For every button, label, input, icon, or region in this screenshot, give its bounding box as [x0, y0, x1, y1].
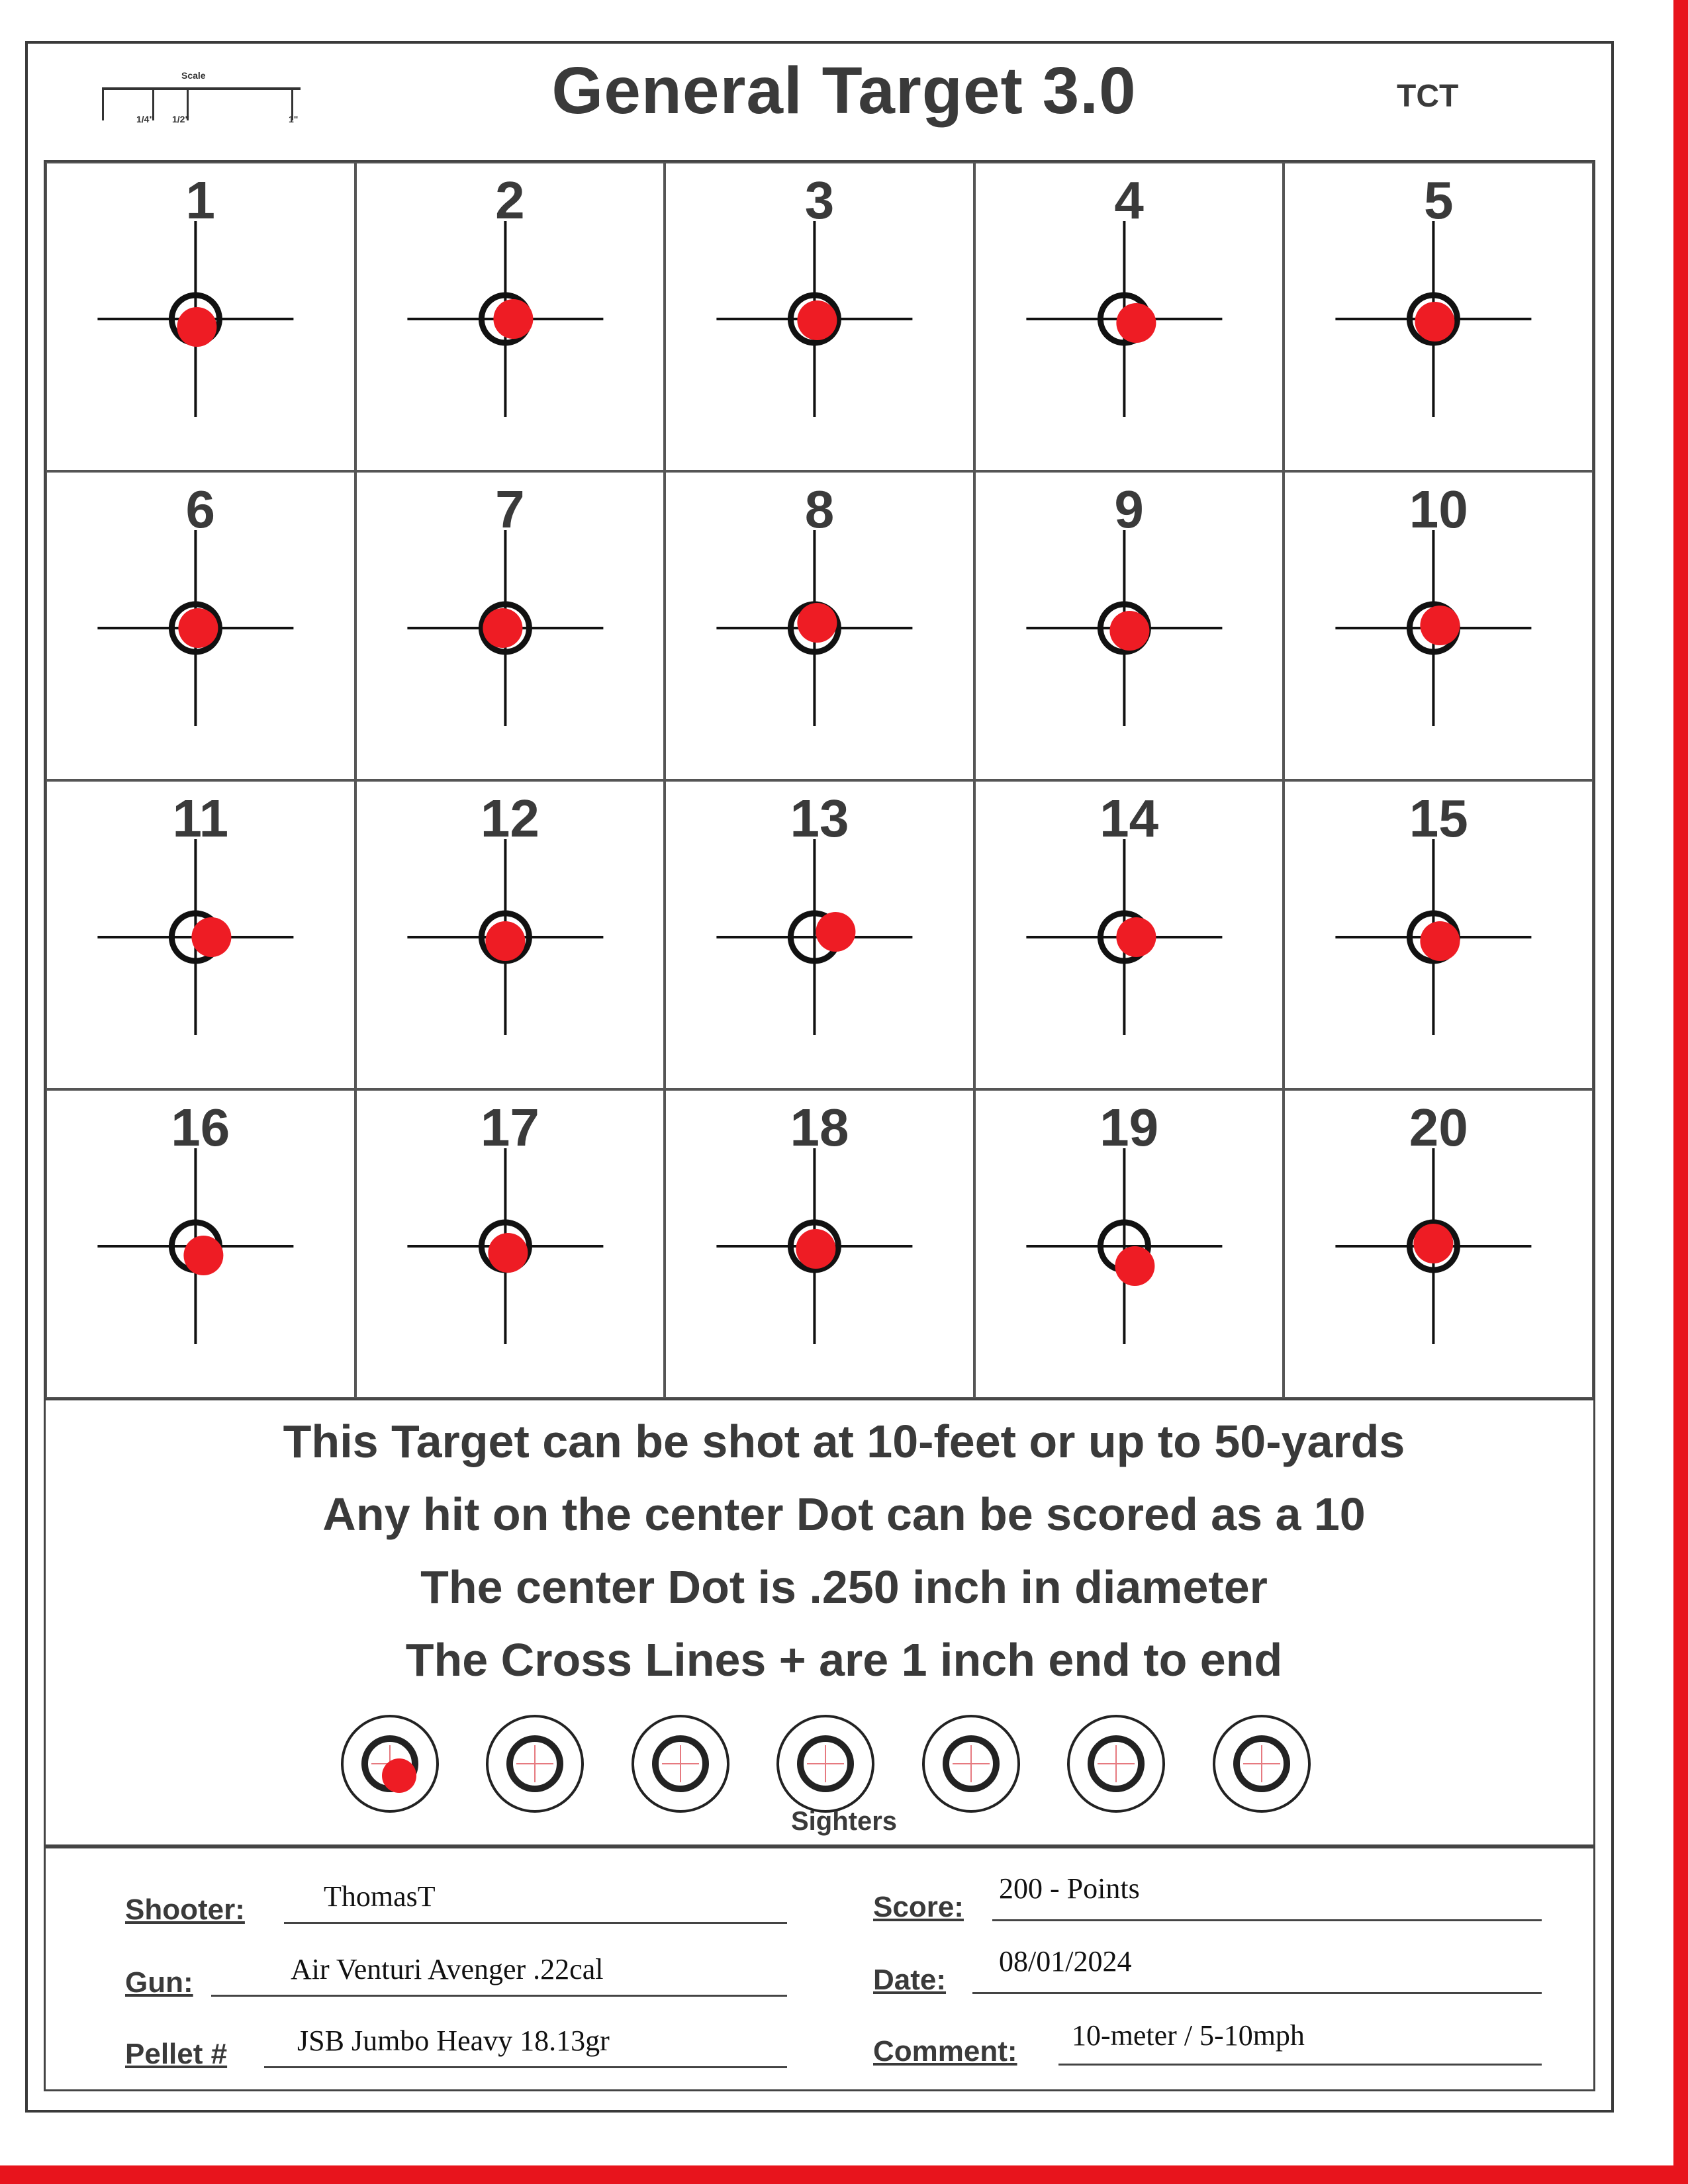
- target-number: 11: [172, 789, 229, 848]
- target-cell: [974, 162, 1284, 471]
- page-title: General Target 3.0: [551, 54, 1137, 128]
- target-number: 17: [480, 1098, 539, 1157]
- comment-value: 10-meter / 5-10mph: [1072, 2019, 1305, 2052]
- target-number: 1: [185, 171, 216, 230]
- scale-label-half: 1/2": [172, 114, 190, 124]
- pellet-hole: [1116, 917, 1156, 957]
- sighter-bull: [633, 1716, 728, 1811]
- score-field[interactable]: [873, 1872, 1542, 1925]
- target-cell: [1284, 1089, 1593, 1398]
- sighter-bull: [342, 1716, 438, 1811]
- comment-field[interactable]: [873, 2017, 1542, 2070]
- target-number: 10: [1409, 480, 1468, 539]
- instruction-line-1: This Target can be shot at 10-feet or up to 50-yards: [283, 1416, 1405, 1467]
- target-number: 16: [171, 1098, 230, 1157]
- pellet-hole: [488, 1233, 528, 1273]
- target-cell: [355, 162, 665, 471]
- crosshair-target: [1285, 782, 1595, 1092]
- crosshair-target: [357, 473, 667, 783]
- instruction-line-2: Any hit on the center Dot can be scored as a 10: [322, 1488, 1366, 1540]
- shooter-underline: [284, 1922, 787, 1924]
- target-cell: [665, 780, 974, 1089]
- crosshair-target: [976, 1091, 1286, 1401]
- brand-tag: TCT: [1397, 79, 1459, 114]
- red-edge-stripe-bottom: [0, 2165, 1688, 2184]
- pellet-hole: [178, 608, 218, 648]
- target-cell: [46, 780, 355, 1089]
- pellet-hole: [1109, 611, 1149, 651]
- date-label: Date:: [873, 1964, 947, 1996]
- date-field[interactable]: [873, 1945, 1542, 1998]
- target-number: 6: [185, 480, 216, 539]
- red-edge-stripe-right: [1673, 0, 1688, 2184]
- crosshair-target: [47, 473, 357, 783]
- gun-underline: [211, 1995, 787, 1997]
- pellet-field[interactable]: [125, 2019, 787, 2072]
- instruction-line-4: The Cross Lines + are 1 inch end to end: [405, 1634, 1283, 1686]
- target-number: 7: [495, 480, 525, 539]
- target-cell: [1284, 471, 1593, 780]
- crosshair-target: [47, 782, 357, 1092]
- pellet-hole: [1421, 921, 1460, 961]
- scale-label-quarter: 1/4": [136, 114, 154, 124]
- crosshair-target: [666, 782, 976, 1092]
- date-underline: [972, 1992, 1542, 1994]
- target-cell: [974, 471, 1284, 780]
- sighter-bull: [487, 1716, 583, 1811]
- pellet-hole: [177, 307, 216, 347]
- target-cell: [665, 162, 974, 471]
- sighter-bull: [1068, 1716, 1164, 1811]
- pellet-hole: [191, 917, 231, 957]
- target-grid: [44, 160, 1595, 1400]
- pellet-hole: [483, 608, 522, 648]
- target-number: 14: [1100, 789, 1159, 848]
- pellet-hole: [1116, 303, 1156, 343]
- target-cell: [665, 1089, 974, 1398]
- score-underline: [992, 1919, 1542, 1921]
- shooter-label: Shooter:: [125, 1893, 245, 1926]
- gun-label: Gun:: [125, 1966, 193, 1999]
- crosshair-target: [357, 163, 667, 474]
- pellet-hole: [1414, 1224, 1454, 1263]
- pellet-hole: [1421, 606, 1460, 645]
- target-cell: [46, 1089, 355, 1398]
- pellet-hole: [485, 921, 525, 961]
- target-cell: [46, 471, 355, 780]
- crosshair-target: [1285, 163, 1595, 474]
- sighter-pellet-hole: [382, 1758, 416, 1793]
- target-cell: [974, 1089, 1284, 1398]
- crosshair-target: [357, 782, 667, 1092]
- scale-label-inch: 1": [289, 114, 299, 124]
- target-cell: [355, 471, 665, 780]
- target-number: 20: [1409, 1098, 1468, 1157]
- target-cell: [46, 162, 355, 471]
- crosshair-target: [357, 1091, 667, 1401]
- pellet-hole: [798, 603, 837, 643]
- gun-field[interactable]: [125, 1948, 787, 2001]
- crosshair-target: [1285, 1091, 1595, 1401]
- crosshair-target: [976, 163, 1286, 474]
- target-number: 12: [480, 789, 539, 848]
- pellet-hole: [816, 912, 856, 952]
- target-number: 9: [1114, 480, 1144, 539]
- gun-value: Air Venturi Avenger .22cal: [291, 1953, 604, 1985]
- pellet-hole: [798, 300, 837, 340]
- crosshair-target: [976, 473, 1286, 783]
- pellet-label: Pellet #: [125, 2038, 228, 2070]
- sighters-label: Sighters: [790, 1807, 898, 1836]
- shooter-field[interactable]: [125, 1875, 787, 1928]
- sighter-bull: [778, 1716, 873, 1811]
- target-number: 13: [790, 789, 849, 848]
- target-cell: [355, 780, 665, 1089]
- crosshair-target: [47, 163, 357, 474]
- target-number: 18: [790, 1098, 849, 1157]
- score-value: 200 - Points: [999, 1872, 1140, 1905]
- scale-title: Scale: [181, 70, 206, 81]
- target-cell: [1284, 780, 1593, 1089]
- pellet-hole: [796, 1229, 836, 1269]
- target-cell: [974, 780, 1284, 1089]
- pellet-underline: [264, 2066, 787, 2068]
- crosshair-target: [47, 1091, 357, 1401]
- target-cell: [1284, 162, 1593, 471]
- comment-label: Comment:: [873, 2035, 1017, 2068]
- sighter-bull: [923, 1716, 1019, 1811]
- crosshair-target: [666, 473, 976, 783]
- pellet-hole: [183, 1236, 223, 1275]
- target-number: 8: [804, 480, 835, 539]
- date-value: 08/01/2024: [999, 1945, 1132, 1978]
- target-cell: [355, 1089, 665, 1398]
- pellet-hole: [1115, 1246, 1154, 1286]
- pellet-value: JSB Jumbo Heavy 18.13gr: [297, 2025, 610, 2057]
- target-number: 19: [1100, 1098, 1159, 1157]
- target-number: 5: [1423, 171, 1454, 230]
- crosshair-target: [1285, 473, 1595, 783]
- shooter-value: ThomasT: [324, 1880, 436, 1913]
- comment-underline: [1058, 2064, 1542, 2066]
- pellet-hole: [1415, 302, 1455, 341]
- target-number: 4: [1114, 171, 1144, 230]
- target-number: 3: [804, 171, 835, 230]
- target-cell: [665, 471, 974, 780]
- instruction-line-3: The center Dot is .250 inch in diameter: [420, 1561, 1268, 1613]
- sighter-bull: [1214, 1716, 1309, 1811]
- score-label: Score:: [873, 1891, 964, 1923]
- target-number: 15: [1409, 789, 1468, 848]
- target-number: 2: [495, 171, 525, 230]
- crosshair-target: [666, 163, 976, 474]
- pellet-hole: [493, 299, 533, 339]
- crosshair-target: [666, 1091, 976, 1401]
- score-card: [44, 1846, 1595, 2091]
- crosshair-target: [976, 782, 1286, 1092]
